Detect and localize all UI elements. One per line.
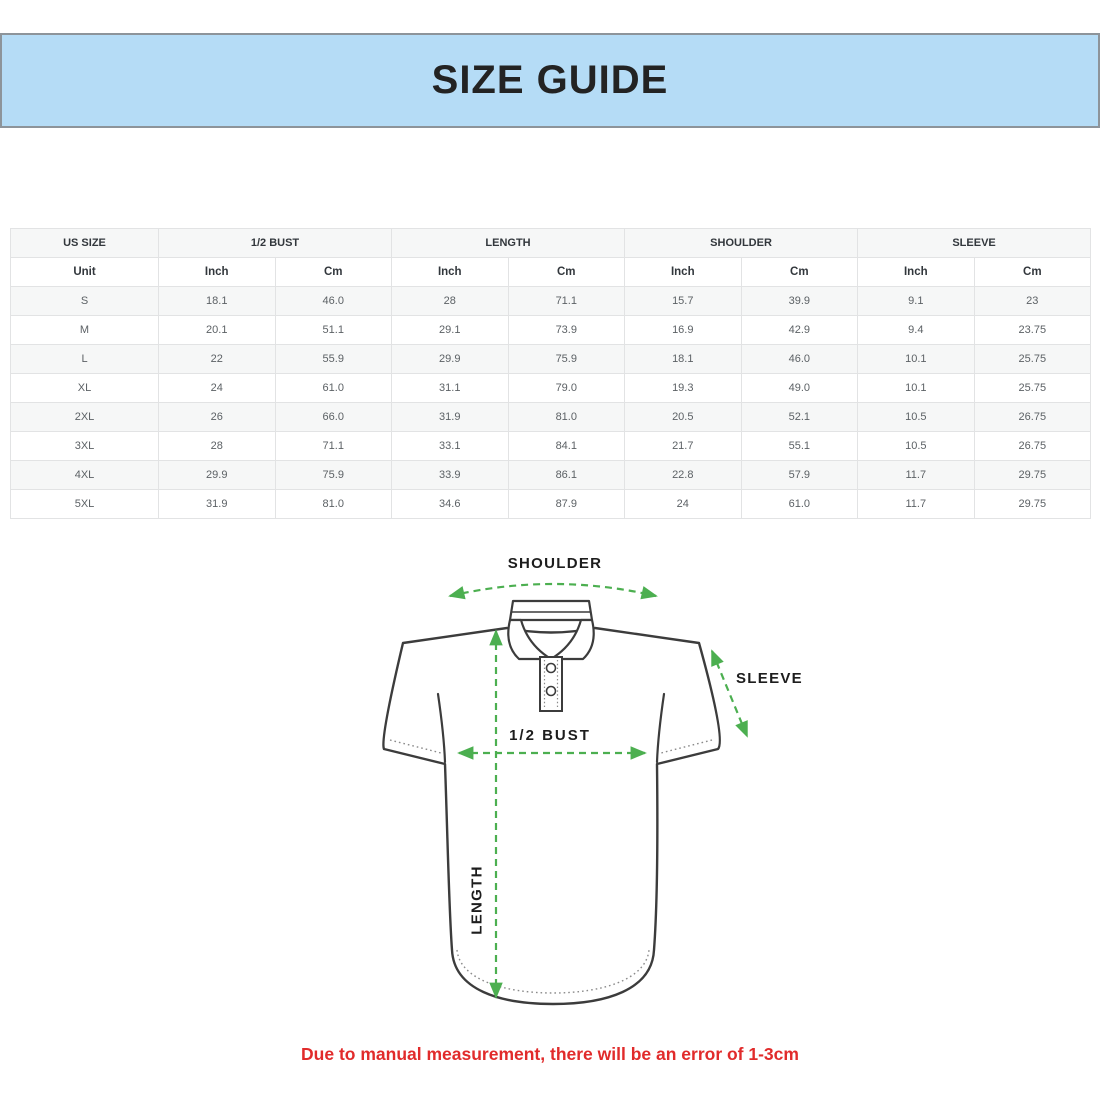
value-cell: 81.0 (275, 490, 392, 519)
value-cell: 26 (159, 403, 276, 432)
value-cell: 61.0 (741, 490, 858, 519)
page-title: SIZE GUIDE (431, 58, 669, 102)
value-cell: 16.9 (625, 316, 742, 345)
value-cell: 26.75 (974, 403, 1091, 432)
column-group-header: 1/2 BUST (159, 229, 392, 258)
table-row (11, 461, 1091, 490)
value-cell: 21.7 (625, 432, 742, 461)
size-chart-body (11, 287, 1091, 519)
value-cell: 57.9 (741, 461, 858, 490)
bust-measure-label: 1/2 BUST (509, 727, 591, 744)
size-cell: 3XL (11, 432, 159, 461)
value-cell: 61.0 (275, 374, 392, 403)
value-cell: 11.7 (858, 490, 975, 519)
page-header-banner (0, 33, 1100, 128)
value-cell: 79.0 (508, 374, 625, 403)
shirt-measurement-diagram (370, 545, 810, 1035)
value-cell: 31.1 (392, 374, 509, 403)
value-cell: 29.9 (159, 461, 276, 490)
value-cell: 28 (159, 432, 276, 461)
table-row (11, 432, 1091, 461)
value-cell: 73.9 (508, 316, 625, 345)
value-cell: 71.1 (275, 432, 392, 461)
unit-header-cell: Cm (741, 258, 858, 287)
value-cell: 55.1 (741, 432, 858, 461)
length-measure-label: LENGTH (468, 865, 486, 935)
value-cell: 55.9 (275, 345, 392, 374)
value-cell: 51.1 (275, 316, 392, 345)
size-cell: 2XL (11, 403, 159, 432)
value-cell: 20.5 (625, 403, 742, 432)
size-cell: 4XL (11, 461, 159, 490)
value-cell: 29.1 (392, 316, 509, 345)
value-cell: 49.0 (741, 374, 858, 403)
value-cell: 46.0 (741, 345, 858, 374)
unit-header-cell: Inch (392, 258, 509, 287)
value-cell: 75.9 (508, 345, 625, 374)
value-cell: 19.3 (625, 374, 742, 403)
value-cell: 66.0 (275, 403, 392, 432)
value-cell: 34.6 (392, 490, 509, 519)
unit-header-cell: Inch (625, 258, 742, 287)
value-cell: 29.75 (974, 490, 1091, 519)
value-cell: 24 (625, 490, 742, 519)
value-cell: 28 (392, 287, 509, 316)
value-cell: 42.9 (741, 316, 858, 345)
size-cell: S (11, 287, 159, 316)
polo-shirt-illustration (370, 545, 810, 1035)
unit-header-cell: Inch (858, 258, 975, 287)
unit-header-cell: Cm (974, 258, 1091, 287)
value-cell: 87.9 (508, 490, 625, 519)
value-cell: 9.1 (858, 287, 975, 316)
value-cell: 10.1 (858, 374, 975, 403)
value-cell: 23 (974, 287, 1091, 316)
button-top (547, 664, 556, 673)
value-cell: 10.5 (858, 432, 975, 461)
size-chart-table (10, 228, 1091, 519)
table-row (11, 403, 1091, 432)
value-cell: 33.1 (392, 432, 509, 461)
button-bottom (547, 687, 556, 696)
size-chart-head (11, 229, 1091, 287)
value-cell: 31.9 (392, 403, 509, 432)
table-row (11, 287, 1091, 316)
value-cell: 29.9 (392, 345, 509, 374)
table-row (11, 490, 1091, 519)
value-cell: 75.9 (275, 461, 392, 490)
value-cell: 22 (159, 345, 276, 374)
value-cell: 84.1 (508, 432, 625, 461)
unit-header-cell: Cm (275, 258, 392, 287)
table-row (11, 345, 1091, 374)
value-cell: 18.1 (159, 287, 276, 316)
column-group-header: SHOULDER (625, 229, 858, 258)
collar-band (510, 601, 592, 620)
value-cell: 46.0 (275, 287, 392, 316)
value-cell: 9.4 (858, 316, 975, 345)
column-group-header: SLEEVE (858, 229, 1091, 258)
measurement-error-note: Due to manual measurement, there will be an error of 1-3cm (301, 1044, 799, 1064)
unit-header-row (11, 258, 1091, 287)
value-cell: 20.1 (159, 316, 276, 345)
value-cell: 81.0 (508, 403, 625, 432)
value-cell: 29.75 (974, 461, 1091, 490)
value-cell: 71.1 (508, 287, 625, 316)
value-cell: 11.7 (858, 461, 975, 490)
value-cell: 18.1 (625, 345, 742, 374)
sleeve-measure-label: SLEEVE (736, 670, 803, 687)
table-row (11, 316, 1091, 345)
value-cell: 10.5 (858, 403, 975, 432)
unit-header-cell: Cm (508, 258, 625, 287)
shoulder-arrow (450, 584, 656, 596)
group-header-row (11, 229, 1091, 258)
size-cell: M (11, 316, 159, 345)
value-cell: 23.75 (974, 316, 1091, 345)
value-cell: 25.75 (974, 345, 1091, 374)
size-cell: 5XL (11, 490, 159, 519)
value-cell: 25.75 (974, 374, 1091, 403)
value-cell: 26.75 (974, 432, 1091, 461)
table-row (11, 374, 1091, 403)
unit-header-cell: Unit (11, 258, 159, 287)
column-group-header: US SIZE (11, 229, 159, 258)
size-cell: L (11, 345, 159, 374)
value-cell: 22.8 (625, 461, 742, 490)
column-group-header: LENGTH (392, 229, 625, 258)
size-cell: XL (11, 374, 159, 403)
value-cell: 24 (159, 374, 276, 403)
value-cell: 39.9 (741, 287, 858, 316)
value-cell: 15.7 (625, 287, 742, 316)
shoulder-measure-label: SHOULDER (507, 555, 603, 572)
value-cell: 10.1 (858, 345, 975, 374)
unit-header-cell: Inch (159, 258, 276, 287)
value-cell: 33.9 (392, 461, 509, 490)
value-cell: 86.1 (508, 461, 625, 490)
value-cell: 52.1 (741, 403, 858, 432)
value-cell: 31.9 (159, 490, 276, 519)
